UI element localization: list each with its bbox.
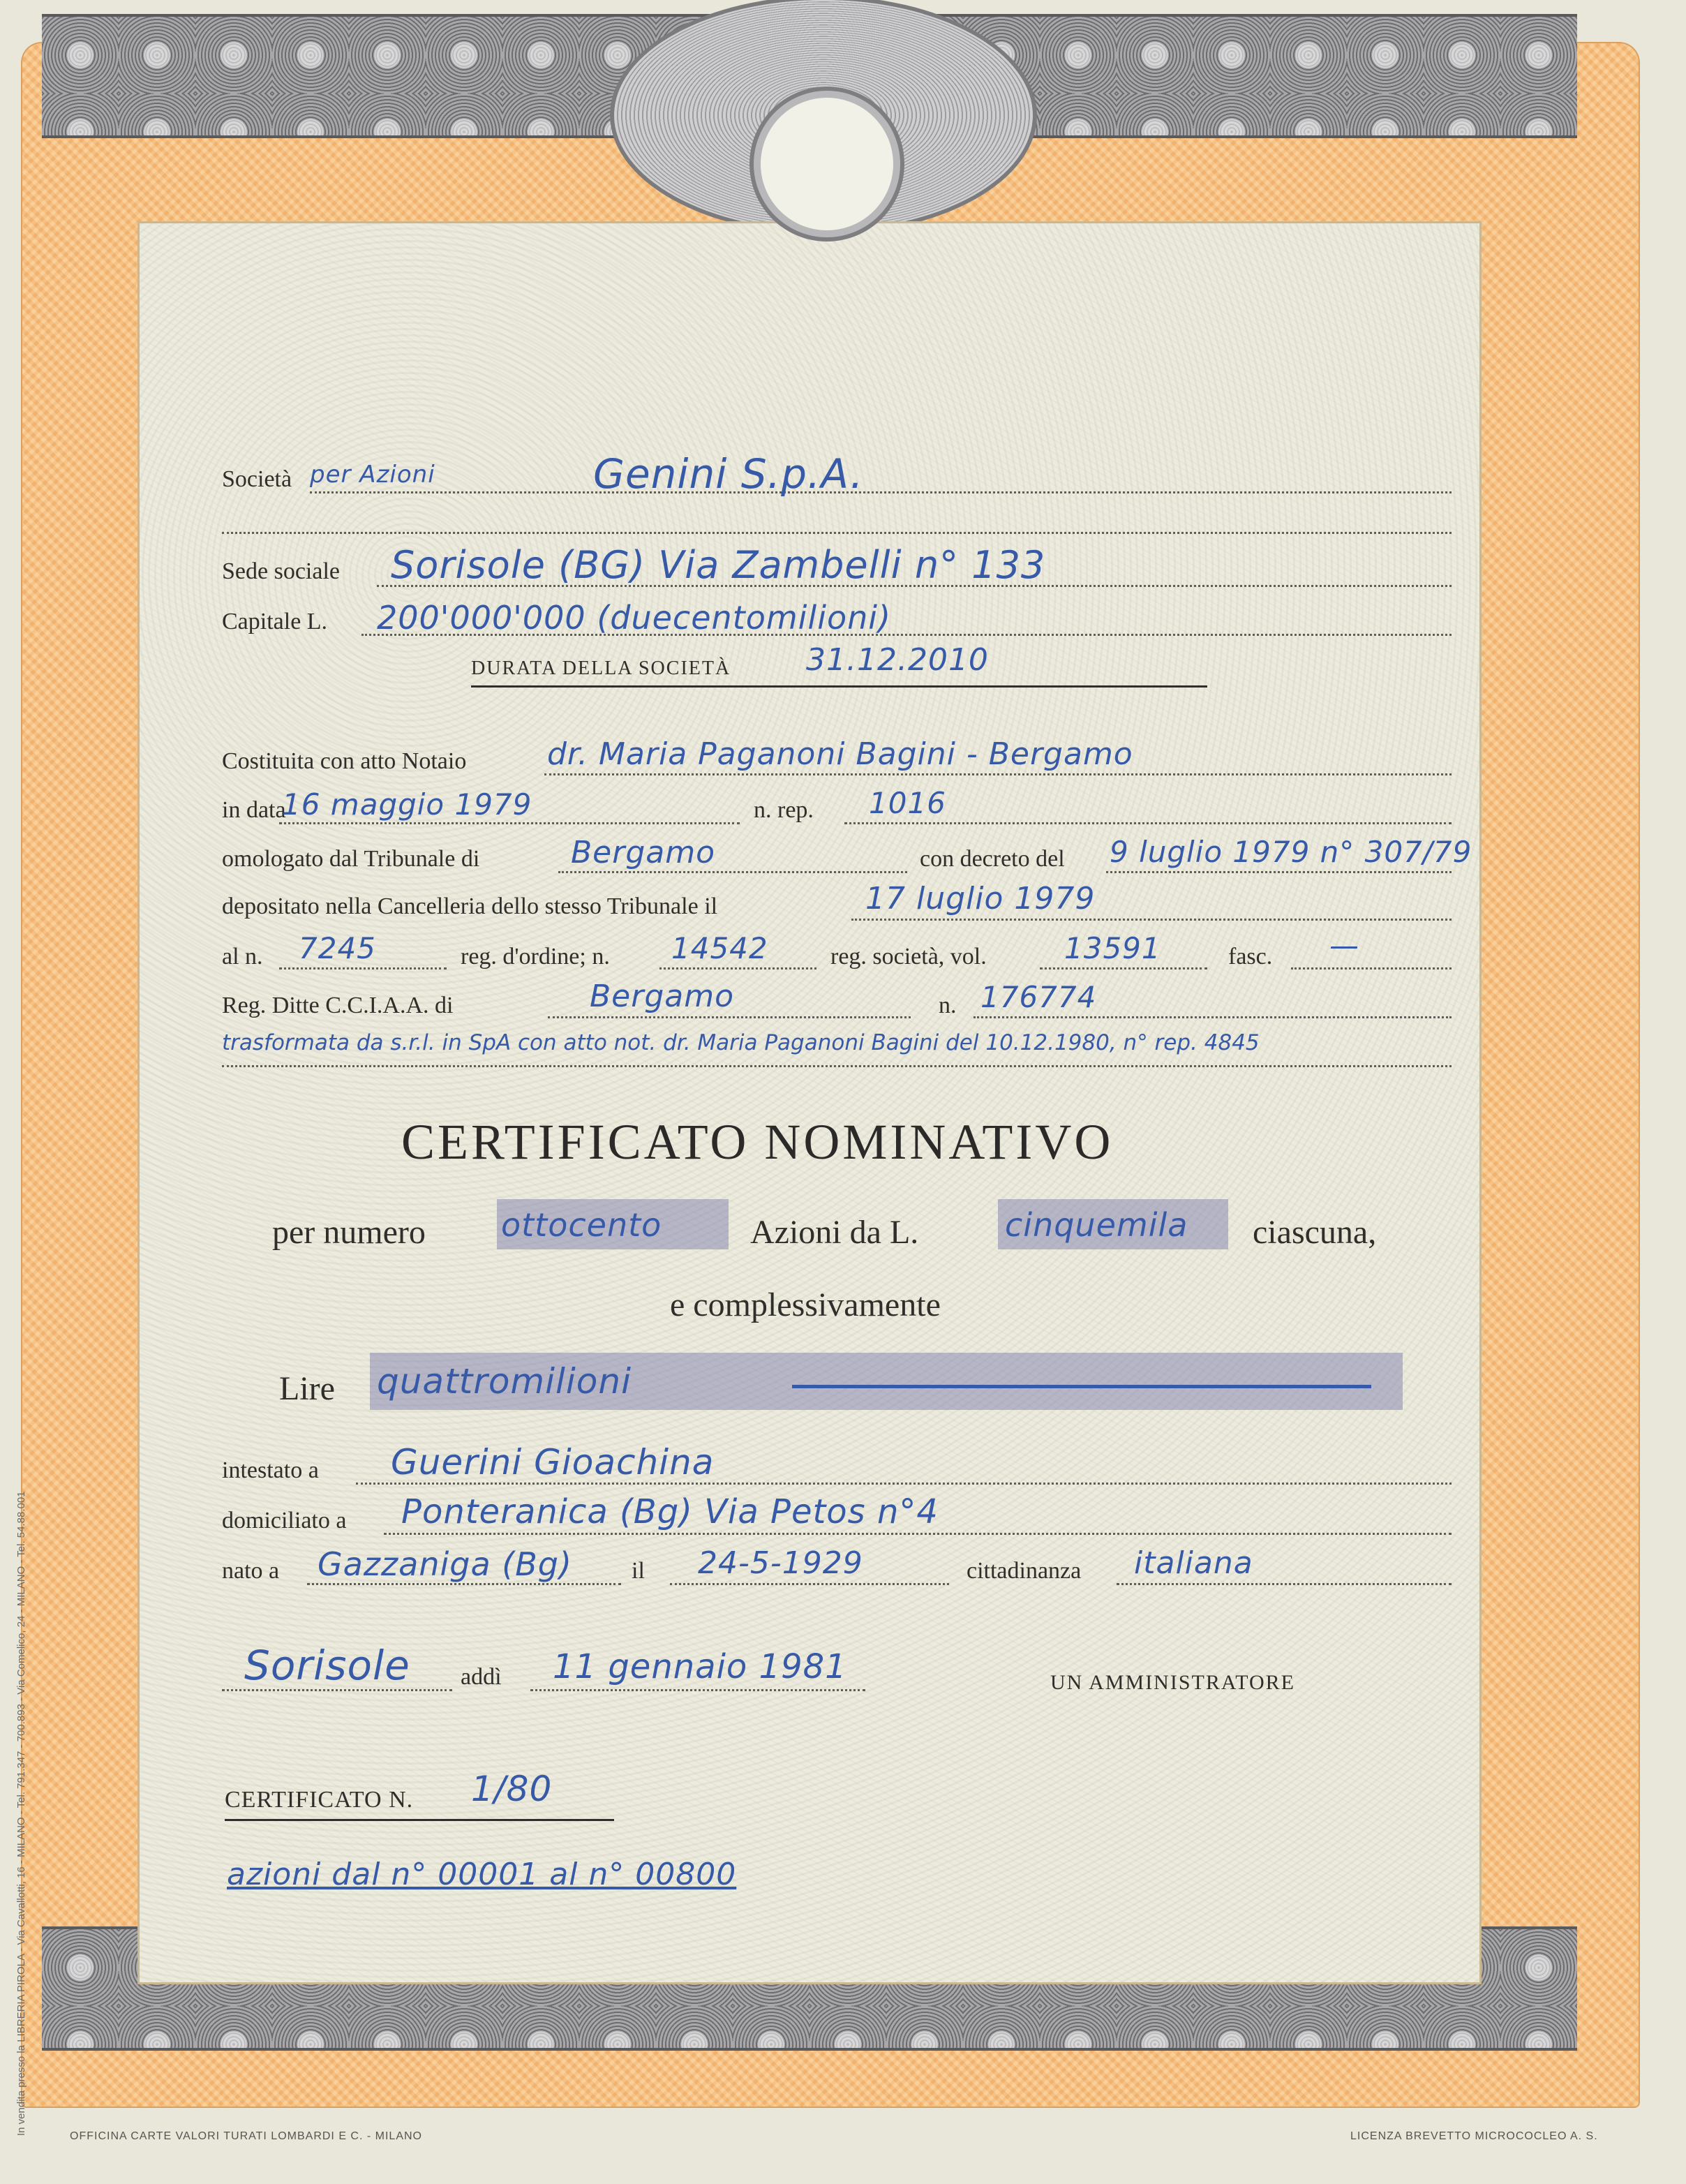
deposit-label: depositato nella Cancelleria dello stesso Tribunale il	[222, 893, 718, 919]
side-vendor-text: In vendita presso la LIBRERIA PIROLA - Via Cavallotti, 16 - MILANO - Tel. 791.347 - 700.893 - Via Comelico, 24 - MILANO - Tel. 54.88.001	[15, 1491, 27, 2136]
rep-dotted-line	[844, 821, 1452, 824]
holder-address-handwritten: Ponteranica (Bg) Via Petos n°4	[401, 1492, 939, 1531]
total-amount-handwritten: quattromilioni	[377, 1361, 632, 1402]
transformation-note-handwritten: trasformata da s.r.l. in SpA con atto not. dr. Maria Paganoni Bagini del 10.12.1980, n° rep. 4845	[222, 1030, 1260, 1055]
cciaa-n-dotted-line	[973, 1015, 1452, 1018]
cciaa-n-handwritten: 176774	[980, 980, 1097, 1014]
share-value-handwritten: cinquemila	[1005, 1206, 1188, 1244]
lire-label: Lire	[279, 1370, 335, 1407]
fasc-handwritten: —	[1329, 928, 1359, 963]
cciaa-label: Reg. Ditte C.C.I.A.A. di	[222, 993, 454, 1018]
al-n-handwritten: 7245	[299, 931, 376, 965]
decree-handwritten: 9 luglio 1979 n° 307/79	[1110, 835, 1472, 869]
ciascuna-text: ciascuna,	[1253, 1214, 1377, 1251]
date-handwritten: 16 maggio 1979	[282, 787, 532, 822]
date-label: in data	[222, 797, 286, 823]
printer-footer: OFFICINA CARTE VALORI TURATI LOMBARDI E C. - MILANO	[70, 2130, 422, 2142]
holder-name-handwritten: Guerini Gioachina	[391, 1442, 715, 1483]
birth-place-label: nato a	[222, 1558, 280, 1584]
duration-label: DURATA DELLA SOCIETÀ	[471, 658, 731, 679]
certificate-number-handwritten: 1/80	[471, 1769, 553, 1809]
company-type-prefix: Società	[222, 466, 292, 492]
duration-underline	[471, 685, 1207, 688]
holder-address-dotted-line	[384, 1531, 1452, 1535]
birth-date-dotted-line	[670, 1582, 949, 1585]
addi-text: addì	[461, 1664, 502, 1690]
citizenship-dotted-line	[1117, 1582, 1452, 1585]
societa-dotted-line	[1040, 966, 1207, 970]
company-name-handwritten: Genini S.p.A.	[593, 450, 864, 498]
transformation-dotted-line	[222, 1064, 1452, 1067]
decree-label: con decreto del	[920, 846, 1065, 872]
capital-label: Capitale L.	[222, 609, 328, 634]
signature-place-dotted-line	[222, 1688, 452, 1691]
duration-handwritten: 31.12.2010	[806, 642, 989, 678]
birth-date-label: il	[632, 1558, 645, 1584]
signature-date-handwritten: 11 gennaio 1981	[553, 1647, 847, 1686]
birth-date-handwritten: 24-5-1929	[698, 1545, 863, 1581]
al-n-dotted-line	[279, 966, 447, 970]
citizenship-handwritten: italiana	[1134, 1545, 1253, 1581]
headquarters-dotted-line	[377, 584, 1452, 587]
company-type-handwritten: per Azioni	[310, 461, 435, 489]
deposit-handwritten: 17 luglio 1979	[865, 881, 1096, 916]
complessivamente-text: e complessivamente	[670, 1286, 941, 1323]
certificate-title: CERTIFICATO NOMINATIVO	[401, 1114, 1114, 1170]
notary-handwritten: dr. Maria Paganoni Bagini - Bergamo	[547, 736, 1133, 772]
notary-dotted-line	[544, 772, 1452, 775]
ordine-handwritten: 14542	[671, 931, 768, 965]
capital-dotted-line	[361, 632, 1452, 636]
societa-handwritten: 13591	[1064, 931, 1161, 965]
per-numero-text: per numero	[272, 1214, 426, 1251]
rep-label: n. rep.	[754, 797, 814, 823]
company-dotted-line	[310, 490, 1452, 493]
total-amount-strikeline	[792, 1385, 1371, 1388]
fasc-label: fasc.	[1228, 944, 1273, 970]
capital-handwritten: 200'000'000 (duecentomilioni)	[377, 599, 892, 637]
birth-place-handwritten: Gazzaniga (Bg)	[318, 1545, 572, 1583]
court-dotted-line	[558, 870, 907, 873]
signature-place-handwritten: Sorisole	[244, 1642, 410, 1689]
date-dotted-line	[279, 821, 740, 824]
rep-handwritten: 1016	[869, 786, 946, 820]
headquarters-label: Sede sociale	[222, 558, 340, 584]
signature-date-dotted-line	[530, 1688, 865, 1691]
cciaa-handwritten: Bergamo	[590, 979, 735, 1014]
holder-name-label: intestato a	[222, 1457, 319, 1483]
court-label: omologato dal Tribunale di	[222, 846, 480, 872]
administrator-role: UN AMMINISTRATORE	[1050, 1671, 1295, 1694]
holder-address-label: domiciliato a	[222, 1508, 347, 1533]
citizenship-label: cittadinanza	[967, 1558, 1082, 1584]
holder-name-dotted-line	[356, 1481, 1452, 1485]
ordine-label: reg. d'ordine; n.	[461, 944, 610, 970]
al-n-label: al n.	[222, 944, 263, 970]
decree-dotted-line	[1106, 870, 1452, 873]
cciaa-dotted-line	[548, 1015, 911, 1018]
medallion-blank-circle	[761, 98, 893, 230]
notary-label: Costituita con atto Notaio	[222, 748, 467, 774]
certificate-number-underline	[225, 1819, 614, 1821]
cciaa-n-label: n.	[939, 993, 957, 1018]
ordine-dotted-line	[659, 966, 816, 970]
birth-place-dotted-line	[307, 1582, 621, 1585]
deposit-dotted-line	[851, 917, 1452, 921]
share-range-handwritten: azioni dal n° 00001 al n° 00800	[227, 1857, 737, 1892]
azioni-da-text: Azioni da L.	[750, 1214, 919, 1251]
fasc-dotted-line	[1291, 966, 1452, 970]
shares-number-handwritten: ottocento	[501, 1206, 662, 1244]
certificate-number-label: CERTIFICATO N.	[225, 1787, 414, 1813]
company-second-dotted-line	[222, 530, 1452, 534]
headquarters-handwritten: Sorisole (BG) Via Zambelli n° 133	[391, 543, 1046, 587]
societa-label: reg. società, vol.	[830, 944, 987, 970]
court-handwritten: Bergamo	[571, 835, 716, 870]
license-footer: LICENZA BREVETTO MICROCOCLEO A. S.	[1350, 2130, 1598, 2142]
